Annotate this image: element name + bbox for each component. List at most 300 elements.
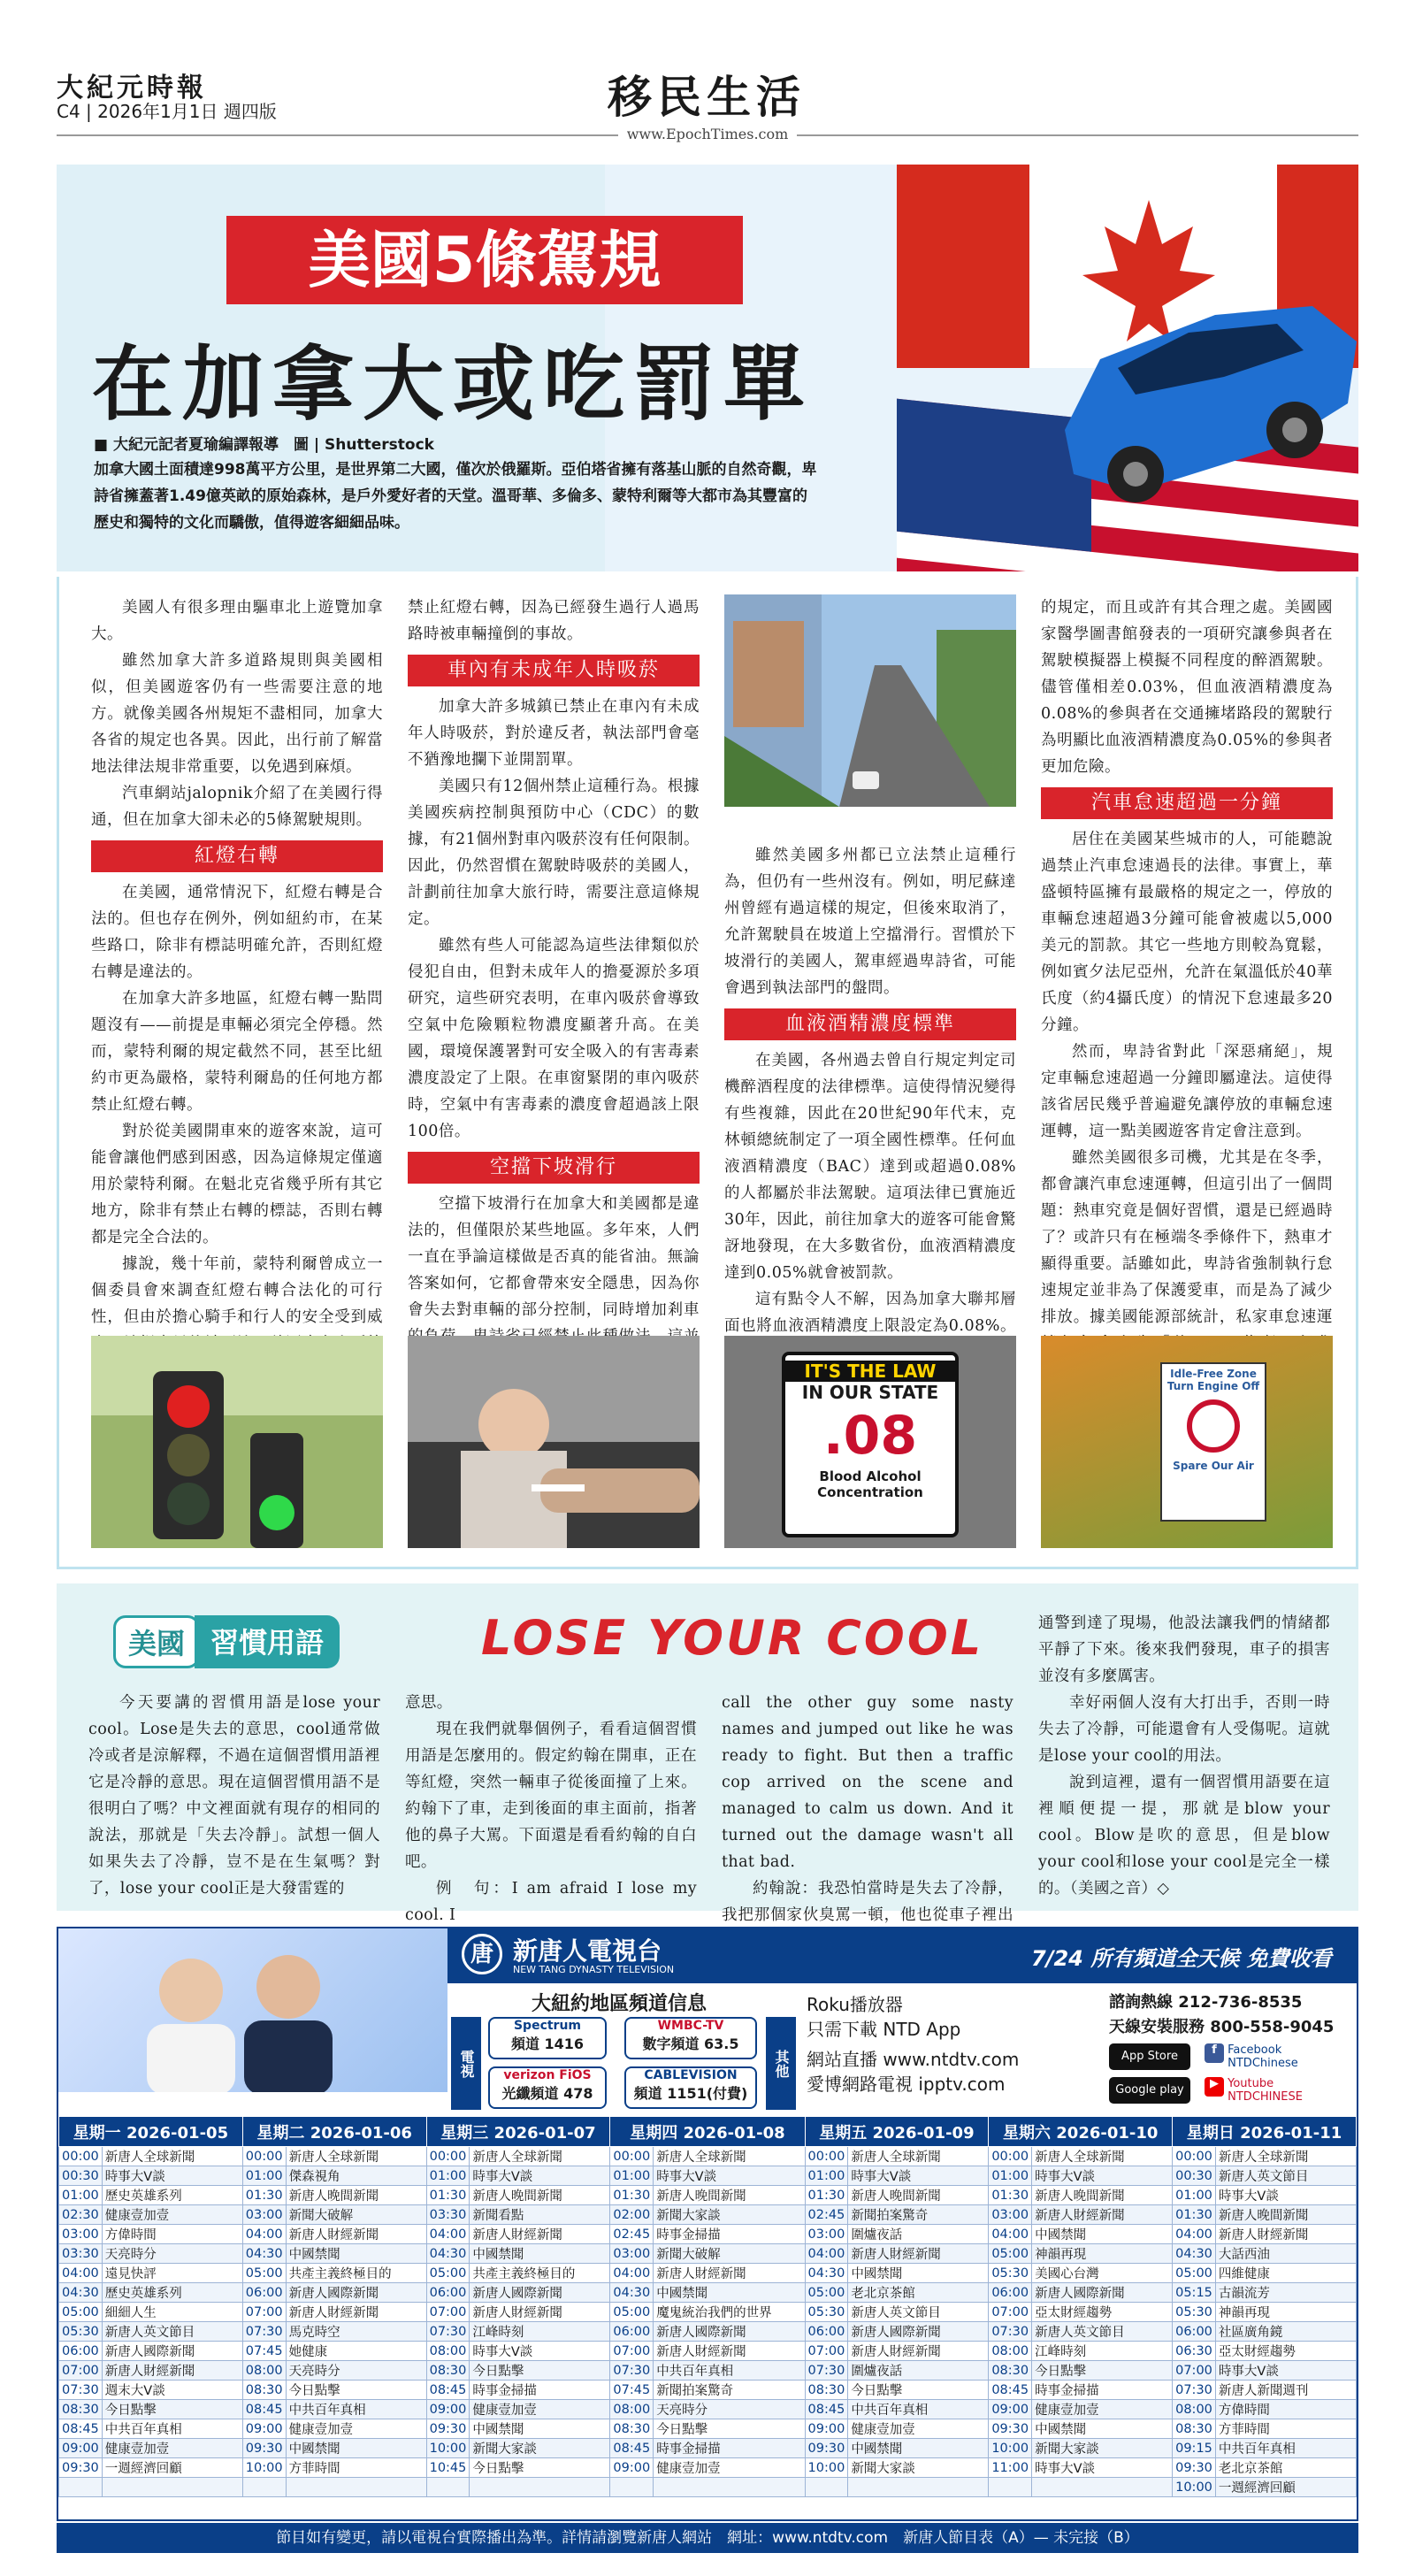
schedule-time: 00:00 (805, 2147, 848, 2166)
article-column-4 (1041, 594, 1333, 1384)
schedule-program: 新唐人國際新聞 (654, 2322, 805, 2342)
paragraph: 在美國，各州過去曾自行規定判定司機醉酒程度的法律標準。這使得情況變得有些複雜，因此在20世紀90年代末，克林頓總統制定了一項全國性標準。任何血液酒精濃度（BAC）達到或超過0.08%的人都屬於非法駕駛。這項法律已實施近30年，因此，前往加拿大的遊客可能會驚訝地發現，在大多數省份，血液酒精濃度達到0.05%就會被罰款。 (724, 1052, 1016, 1282)
schedule-time: 09:00 (242, 2419, 286, 2439)
schedule-program: 新唐人全球新聞 (654, 2147, 805, 2166)
schedule-program: 歷史英雄系列 (102, 2186, 242, 2205)
schedule-program: 中國禁聞 (286, 2244, 426, 2264)
channel-wmbc: WMBC-TV 數字頻道 63.5 (624, 2017, 757, 2059)
schedule-time: 04:00 (610, 2264, 654, 2283)
schedule-day-1: 星期一 2026-01-05 (59, 2117, 243, 2147)
schedule-day-7: 星期日 2026-01-11 (1173, 2117, 1357, 2147)
schedule-program: 古韻流芳 (1215, 2283, 1356, 2303)
schedule-program: 時事金掃描 (654, 2225, 805, 2244)
schedule-time: 06:30 (1173, 2342, 1216, 2361)
paragraph: 意思。 (405, 1694, 453, 1712)
schedule-time: 10:00 (805, 2458, 848, 2478)
schedule-time: 06:00 (805, 2322, 848, 2342)
sign-caption: Blood Alcohol Concentration (817, 1468, 923, 1500)
schedule-program: 中國禁聞 (286, 2439, 426, 2458)
paragraph: 雖然美國很多司機，尤其是在冬季，都會讓汽車怠速運轉，但這引出了一個問題：熱車究竟是個好習慣，還是已經過時了？或許只有在極端冬季條件下，熱車才顯得重要。話雖如此，卑詩省強制執行怠速規定並非為了保護愛車，而是為了減少排放。據美國能源部統計，私家車怠速運 (1041, 1149, 1333, 1326)
schedule-program: 週末大V談 (102, 2380, 242, 2400)
schedule-program: 新聞大破解 (654, 2244, 805, 2264)
schedule-program: 老北京茶館 (848, 2283, 989, 2303)
schedule-time: 07:00 (1173, 2361, 1216, 2380)
schedule-row (59, 2303, 1357, 2322)
paragraph: 幸好兩個人沒有大打出手，否則一時失去了冷靜，可能還會有人受傷呢。這就是lose your cool的用法。 (1038, 1694, 1330, 1765)
schedule-time: 06:00 (610, 2322, 654, 2342)
channel-fios: verizon FiOS 光纖頻道 478 (488, 2066, 607, 2109)
subhead-red-light: 紅燈右轉 (91, 840, 383, 872)
paragraph: 今天要講的習慣用語是lose your cool。Lose是失去的意思，cool通常做冷或者是涼解釋，不過在這個習慣用語裡它是冷靜的意思。現在這個習慣用語不是很明白了嗎？中文裡面就有現存的相同的說法，那就是「失去冷靜」。試想一個人如果失去了冷靜，豈不是在生氣嗎？對了，lose your cool正是大發雷霆的 (88, 1694, 380, 1898)
schedule-time: 02:45 (805, 2205, 848, 2225)
headline-line1: 美國5條駕規 (226, 216, 743, 304)
tv-schedule (58, 2116, 1357, 2497)
schedule-program: 新唐人晚間新聞 (1215, 2205, 1356, 2225)
schedule-time: 07:00 (610, 2342, 654, 2361)
roku-app-line: 只需下載 NTD App (807, 2019, 961, 2040)
schedule-time: 04:30 (610, 2283, 654, 2303)
schedule-program: 新唐人全球新聞 (848, 2147, 989, 2166)
schedule-row (59, 2419, 1357, 2439)
schedule-program: 老北京茶館 (1215, 2458, 1356, 2478)
schedule-time: 04:30 (242, 2244, 286, 2264)
idle-sign-caption: Spare Our Air (1173, 1460, 1254, 1472)
paragraph: 在加拿大許多地區，紅燈右轉一點問題沒有——前提是車輛必須完全停穩。然而，蒙特利爾的規定截然不同，甚至比紐約市更為嚴格，蒙特利爾島的任何地方都禁止紅燈右轉。 (91, 990, 383, 1114)
schedule-time: 04:00 (59, 2264, 103, 2283)
schedule-time: 08:45 (989, 2380, 1032, 2400)
schedule-time: 08:45 (610, 2439, 654, 2458)
channel-spectrum: Spectrum 頻道 1416 (488, 2017, 607, 2059)
schedule-time: 01:00 (989, 2166, 1032, 2186)
schedule-program: 今日點擊 (848, 2380, 989, 2400)
youtube-icon: ▶ (1205, 2077, 1224, 2097)
schedule-time (989, 2478, 1032, 2497)
schedule-row (59, 2380, 1357, 2400)
schedule-program: 今日點擊 (286, 2380, 426, 2400)
schedule-time: 09:00 (426, 2400, 470, 2419)
schedule-time: 09:30 (989, 2419, 1032, 2439)
schedule-program: 四維健康 (1215, 2264, 1356, 2283)
schedule-program: 新唐人財經新聞 (654, 2342, 805, 2361)
schedule-program: 中國禁聞 (654, 2283, 805, 2303)
schedule-program: 圍爐夜話 (848, 2225, 989, 2244)
paragraph: 居住在美國某些城市的人，可能聽說過禁止汽車怠速過長的法律。事實上，華盛頓特區擁有最嚴格的規定之一，停放的車輛怠速超過3分鐘可能會被處以5,000美元的罰款。其它一些地方則較為寬鬆，例如賓夕法尼亞州，允許在氣溫低於40華氏度（約4攝氏度）的情況下怠速最多20分鐘。 (1041, 831, 1333, 1034)
schedule-program: 健康壹加壹 (1032, 2400, 1173, 2419)
schedule-program: 中共百年真相 (848, 2400, 989, 2419)
schedule-program: 新聞大破解 (286, 2205, 426, 2225)
tv-brand-en: NEW TANG DYNASTY TELEVISION (513, 1964, 675, 1975)
schedule-program: 新聞看點 (470, 2205, 610, 2225)
schedule-row (59, 2147, 1357, 2166)
schedule-row (59, 2283, 1357, 2303)
schedule-row (59, 2322, 1357, 2342)
schedule-time: 07:00 (59, 2361, 103, 2380)
schedule-program: 健康壹加壹 (102, 2205, 242, 2225)
schedule-program: 傑森視角 (286, 2166, 426, 2186)
paragraph: 據說，幾十年前，蒙特利爾曾成立一個委員會來調查紅燈右轉合法化的可行性，但由於擔心騎手和行人的安全受到威 (91, 1255, 383, 1326)
paragraph: 美國只有12個州禁止這種行為。根據美國疾病控制與預防中心（CDC）的數據，有21個州對車內吸菸沒有任何限制。因此，仍然習慣在駕駛時吸菸的美國人，計劃前往加拿大旅行時，需要注意這條規定。 (408, 778, 700, 928)
schedule-time: 06:00 (989, 2283, 1032, 2303)
downhill-street-photo (724, 594, 1016, 807)
schedule-program: 健康壹加壹 (470, 2400, 610, 2419)
schedule-time: 10:00 (242, 2458, 286, 2478)
anchors-illustration (58, 1928, 447, 2092)
paragraph: call the other guy some nasty names and jumped out like he was ready to fight. But then a traffic cop arrived on the scene and managed to calm us down. And it turned out the damage wasn't all that bad. (722, 1694, 1013, 1871)
schedule-program: 歷史英雄系列 (102, 2283, 242, 2303)
schedule-time: 05:30 (989, 2264, 1032, 2283)
schedule-program: 新聞拍案驚奇 (654, 2380, 805, 2400)
sign-subheading: IN OUR STATE (801, 1382, 939, 1403)
schedule-program: 新唐人國際新聞 (470, 2283, 610, 2303)
schedule-program: 方偉時間 (102, 2225, 242, 2244)
schedule-program: 時事大V談 (654, 2166, 805, 2186)
schedule-time: 01:00 (426, 2166, 470, 2186)
schedule-program: 中國禁聞 (848, 2439, 989, 2458)
schedule-program: 新聞大家談 (1032, 2439, 1173, 2458)
schedule-time: 05:00 (610, 2303, 654, 2322)
paragraph: 例 句：I am afraid I lose my cool. I (405, 1880, 697, 1924)
schedule-time: 06:00 (242, 2283, 286, 2303)
schedule-program: 天亮時分 (654, 2400, 805, 2419)
schedule-row (59, 2361, 1357, 2380)
schedule-time: 01:30 (610, 2186, 654, 2205)
anchors-photo (58, 1928, 447, 2092)
schedule-time: 10:00 (426, 2439, 470, 2458)
schedule-time: 03:00 (242, 2205, 286, 2225)
schedule-time: 01:30 (989, 2186, 1032, 2205)
article-column-1 (91, 594, 383, 1384)
schedule-time: 09:30 (242, 2439, 286, 2458)
schedule-time: 00:00 (1173, 2147, 1216, 2166)
ipp-line[interactable]: 愛博網路電視 ipptv.com (807, 2074, 1006, 2095)
schedule-program: 新唐人晚間新聞 (286, 2186, 426, 2205)
schedule-program: 新聞拍案驚奇 (848, 2205, 989, 2225)
schedule-program: 方偉時間 (1215, 2400, 1356, 2419)
schedule-time: 04:30 (1173, 2244, 1216, 2264)
schedule-program: 中國禁聞 (470, 2419, 610, 2439)
install-line: 天線安裝服務 800-558-9045 (1109, 2018, 1335, 2036)
schedule-program: 美國心台灣 (1032, 2264, 1173, 2283)
schedule-program: 新唐人全球新聞 (470, 2147, 610, 2166)
schedule-program: 新唐人財經新聞 (1215, 2225, 1356, 2244)
schedule-program: 天亮時分 (102, 2244, 242, 2264)
schedule-program: 新唐人晚間新聞 (470, 2186, 610, 2205)
schedule-time: 04:00 (1173, 2225, 1216, 2244)
schedule-time: 05:30 (59, 2322, 103, 2342)
schedule-time: 02:30 (59, 2205, 103, 2225)
schedule-program: 新唐人國際新聞 (1032, 2283, 1173, 2303)
schedule-program: 新唐人財經新聞 (1032, 2205, 1173, 2225)
sign-heading: IT'S THE LAW (785, 1361, 955, 1382)
schedule-time: 08:00 (1173, 2400, 1216, 2419)
schedule-program (654, 2478, 805, 2497)
schedule-time: 01:30 (426, 2186, 470, 2205)
paragraph: 雖然加拿大許多道路規則與美國相似，但美國遊客仍有一些需要注意的地方。就像美國各州規矩不盡相同，加拿大各省的規定也各異。因此，出行前了解當地法律法規非常重要，以免遇到麻煩。 (91, 652, 383, 776)
idiom-phrase: LOSE YOUR COOL (481, 1610, 984, 1666)
web-line[interactable]: 網站直播 www.ntdtv.com (807, 2049, 1020, 2070)
schedule-day-3: 星期三 2026-01-07 (426, 2117, 610, 2147)
schedule-time: 07:30 (59, 2380, 103, 2400)
section-title: 移民生活 (608, 72, 806, 123)
schedule-program: 新唐人財經新聞 (102, 2361, 242, 2380)
schedule-program: 今日點擊 (470, 2361, 610, 2380)
subhead-idling: 汽車怠速超過一分鐘 (1041, 787, 1333, 819)
schedule-program (470, 2478, 610, 2497)
schedule-program: 神韻再現 (1215, 2303, 1356, 2322)
google-play-button[interactable]: Google play (1109, 2077, 1190, 2104)
schedule-program: 新唐人財經新聞 (470, 2303, 610, 2322)
schedule-program: 江峰時刻 (1032, 2342, 1173, 2361)
schedule-program: 新唐人國際新聞 (848, 2322, 989, 2342)
schedule-time: 07:30 (989, 2322, 1032, 2342)
schedule-time: 08:45 (242, 2400, 286, 2419)
schedule-program: 新唐人英文節目 (102, 2322, 242, 2342)
schedule-program: 健康壹加壹 (848, 2419, 989, 2439)
tv-footer: 節目如有變更，請以電視台實際播出為準。詳情請瀏覽新唐人網站 網址：www.ntdtv.com 新唐人節目表（A）— 未完接（B） (57, 2523, 1358, 2553)
idle-free-sign-photo (1041, 1336, 1333, 1548)
schedule-time: 00:30 (59, 2166, 103, 2186)
schedule-time: 07:30 (1173, 2380, 1216, 2400)
schedule-time: 03:00 (59, 2225, 103, 2244)
paragraph: 對於從美國開車來的遊客來說，這可能會讓他們感到困惑，因為這條規定僅適用於蒙特利爾。在魁北克省幾乎所有其它地方，除非有禁止右轉的標誌，否則右轉都是完全合法的。 (91, 1123, 383, 1246)
bac-sign-photo (724, 1336, 1016, 1548)
schedule-program: 新唐人英文節目 (1032, 2322, 1173, 2342)
site-url[interactable]: www.EpochTimes.com (57, 126, 1358, 142)
schedule-time: 09:00 (59, 2439, 103, 2458)
youtube-link[interactable]: ▶ Youtube NTDCHINESE (1205, 2077, 1355, 2104)
schedule-program: 新唐人新聞週刊 (1215, 2380, 1356, 2400)
schedule-program: 時事大V談 (470, 2342, 610, 2361)
schedule-program: 方菲時間 (1215, 2419, 1356, 2439)
schedule-time: 08:45 (426, 2380, 470, 2400)
schedule-time (805, 2478, 848, 2497)
schedule-program: 共產主義終極目的 (286, 2264, 426, 2283)
schedule-time: 09:00 (805, 2419, 848, 2439)
paragraph: 現在我們就舉個例子，看看這個習慣用語是怎麼用的。假定約翰在開車，正在等紅燈，突然一輛車子從後面撞了上來。約翰下了車，走到後面的車主面前，指著他的鼻子大罵。下面還是看看約翰的自白吧。 (405, 1721, 697, 1871)
schedule-program: 今日點擊 (1032, 2361, 1173, 2380)
paragraph: 禁止紅燈右轉，因為已經發生過行人過馬路時被車輛撞倒的事故。 (408, 599, 700, 643)
schedule-program: 健康壹加壹 (286, 2419, 426, 2439)
schedule-program: 魔鬼統治我們的世界 (654, 2303, 805, 2322)
facebook-icon: f (1205, 2043, 1224, 2063)
schedule-time (59, 2478, 103, 2497)
schedule-program: 中國禁聞 (1032, 2419, 1173, 2439)
schedule-time: 07:30 (610, 2361, 654, 2380)
schedule-program: 時事大V談 (1215, 2186, 1356, 2205)
schedule-day-4: 星期四 2026-01-08 (610, 2117, 805, 2147)
schedule-program: 時事大V談 (1215, 2361, 1356, 2380)
schedule-program: 馬克時空 (286, 2322, 426, 2342)
paragraph: 約翰說：我恐怕當時是失去了冷靜，我把那個家伙臭罵一頓，他也從車子裡出 (722, 1880, 1013, 1924)
schedule-program: 圍爐夜話 (848, 2361, 989, 2380)
sign-bac-value: .08 (822, 1405, 918, 1467)
schedule-days-row (59, 2117, 1357, 2147)
schedule-program: 神韻再現 (1032, 2244, 1173, 2264)
schedule-program: 新唐人財經新聞 (654, 2264, 805, 2283)
schedule-time: 08:00 (989, 2342, 1032, 2361)
app-store-button[interactable]: App Store (1109, 2043, 1190, 2070)
schedule-program: 新聞大家談 (654, 2205, 805, 2225)
schedule-time: 01:00 (1173, 2186, 1216, 2205)
idiom-column-1 (88, 1690, 380, 1902)
schedule-time: 00:00 (610, 2147, 654, 2166)
schedule-time: 08:00 (610, 2400, 654, 2419)
schedule-time: 05:00 (426, 2264, 470, 2283)
traffic-light-photo (91, 1336, 383, 1548)
schedule-program: 方菲時間 (286, 2458, 426, 2478)
schedule-time: 04:30 (426, 2244, 470, 2264)
schedule-program: 時事大V談 (102, 2166, 242, 2186)
schedule-program: 大話西油 (1215, 2244, 1356, 2264)
schedule-time: 00:00 (426, 2147, 470, 2166)
schedule-program: 新唐人全球新聞 (102, 2147, 242, 2166)
paragraph: 美國人有很多理由驅車北上遊覽加拿大。 (91, 599, 383, 643)
schedule-program: 健康壹加壹 (102, 2439, 242, 2458)
schedule-program: 新唐人財經新聞 (286, 2303, 426, 2322)
schedule-program: 時事大V談 (470, 2166, 610, 2186)
idiom-column-3 (722, 1690, 1013, 1955)
idiom-tag-title: 習慣用語 (195, 1615, 340, 1668)
schedule-program: 新唐人財經新聞 (286, 2225, 426, 2244)
schedule-time: 08:30 (59, 2400, 103, 2419)
schedule-time (426, 2478, 470, 2497)
headline-block (57, 165, 1358, 571)
schedule-time: 01:30 (1173, 2205, 1216, 2225)
schedule-time: 05:00 (1173, 2264, 1216, 2283)
schedule-program: 細細人生 (102, 2303, 242, 2322)
schedule-time: 04:00 (805, 2244, 848, 2264)
lede-paragraph: 加拿大國土面積達998萬平方公里，是世界第二大國，僅次於俄羅斯。亞伯塔省擁有落基山脈的自然奇觀，卑詩省擁蓋著1.49億英畝的原始森林，是戶外愛好者的天堂。溫哥華、多倫多、蒙特利爾等大都市為其豐富的歷史和獨特的文化而驕傲，值得遊客細細品味。 (94, 461, 817, 532)
idle-sign-title: Idle-Free Zone Turn Engine Off (1166, 1368, 1260, 1392)
schedule-row (59, 2458, 1357, 2478)
smoking-in-car-photo (408, 1336, 700, 1548)
schedule-time: 01:30 (242, 2186, 286, 2205)
paragraph: 然而，卑詩省對此「深惡痛絕」，規定車輛怠速超過一分鐘即屬違法。這使得該省居民幾乎普遍避免讓停放的車輛怠速運轉，這一點美國遊客肯定會注意到。 (1041, 1043, 1333, 1140)
paragraph: 在美國，通常情況下，紅燈右轉是合法的。但也存在例外，例如紐約市，在某些路口，除非有標誌明確允許，否則紅燈右轉是違法的。 (91, 884, 383, 981)
schedule-time: 07:30 (805, 2361, 848, 2380)
masthead (57, 57, 1358, 154)
schedule-program: 中國禁聞 (1032, 2225, 1173, 2244)
schedule-time: 08:30 (610, 2419, 654, 2439)
other-label: 其他 (766, 2017, 796, 2110)
schedule-program: 新聞大家談 (848, 2458, 989, 2478)
schedule-time: 02:45 (610, 2225, 654, 2244)
schedule-time: 03:30 (59, 2244, 103, 2264)
schedule-program: 中共百年真相 (654, 2361, 805, 2380)
idiom-column-4 (1038, 1610, 1330, 1902)
hotline: 諮詢熱線 212-736-8535 (1109, 1993, 1303, 2012)
schedule-time: 09:15 (1173, 2439, 1216, 2458)
facebook-link[interactable]: f Facebook NTDChinese (1205, 2043, 1355, 2070)
schedule-time: 08:45 (805, 2400, 848, 2419)
schedule-row (59, 2186, 1357, 2205)
schedule-program: 新唐人國際新聞 (102, 2342, 242, 2361)
tv-contact (1109, 1990, 1334, 2040)
schedule-time: 00:00 (242, 2147, 286, 2166)
paragraph: 加拿大許多城鎮已禁止在車內有未成年人時吸菸，對於違反者，執法部門會毫不猶豫地攔下並開罰單。 (408, 698, 700, 769)
paragraph: 通警到達了現場，他設法讓我們的情緒都平靜了下來。後來我們發現，車子的損害並沒有多麼厲害。 (1038, 1614, 1330, 1685)
schedule-program: 新唐人全球新聞 (286, 2147, 426, 2166)
schedule-row (59, 2478, 1357, 2497)
paragraph: 的規定，而且或許有其合理之處。美國國家醫學圖書館發表的一項研究讓參與者在駕駛模擬器上模擬不同程度的醉酒駕駛。儘管僅相差0.03%，但血液酒精濃度為0.08%的參與者在交通擁堵路段的駕駛行為明顯比血液酒精濃度為0.05%的參與者更加危險。 (1041, 599, 1333, 776)
schedule-program: 今日點擊 (470, 2458, 610, 2478)
schedule-time: 07:45 (610, 2380, 654, 2400)
schedule-program: 社區廣角鏡 (1215, 2322, 1356, 2342)
schedule-program: 新唐人晚間新聞 (654, 2186, 805, 2205)
schedule-program: 時事大V談 (1032, 2458, 1173, 2478)
subhead-smoking: 車內有未成年人時吸菸 (408, 655, 700, 686)
page-line: C4 | 2026年1月1日 週四版 (57, 101, 277, 122)
schedule-program: 時事大V談 (1032, 2166, 1173, 2186)
schedule-program: 天亮時分 (286, 2361, 426, 2380)
schedule-time: 05:00 (805, 2283, 848, 2303)
schedule-time: 07:45 (242, 2342, 286, 2361)
paragraph: 說到這裡，還有一個習慣用語要在這裡順便提一提，那就是blow your cool。Blow是吹的意思，但是blow your cool和lose your cool是完全一樣的。（美國之音）◇ (1038, 1774, 1330, 1898)
schedule-program: 新唐人財經新聞 (848, 2244, 989, 2264)
schedule-time: 09:30 (426, 2419, 470, 2439)
schedule-time: 08:30 (426, 2361, 470, 2380)
schedule-program: 中國禁聞 (470, 2244, 610, 2264)
ntd-tv-ad (57, 1927, 1358, 2521)
schedule-time: 08:45 (59, 2419, 103, 2439)
schedule-time: 03:30 (426, 2205, 470, 2225)
schedule-program: 新聞大家談 (470, 2439, 610, 2458)
schedule-program: 中共百年真相 (1215, 2439, 1356, 2458)
schedule-row (59, 2342, 1357, 2361)
schedule-time: 03:00 (805, 2225, 848, 2244)
schedule-program (1032, 2478, 1173, 2497)
schedule-program: 新唐人財經新聞 (848, 2342, 989, 2361)
schedule-program: 中國禁聞 (848, 2264, 989, 2283)
schedule-row (59, 2439, 1357, 2458)
region-title: 大紐約地區頻道信息 (532, 1993, 708, 2015)
paragraph: 雖然有些人可能認為這些法律類似於侵犯自由，但對未成年人的擔憂源於多項研究，這些研究表明，在車內吸菸會導致空氣中危險顆粒物濃度顯著升高。在美國，環境保護署對可安全吸入的有害毒素濃度設定了上限。在車窗緊閉的車內吸菸時，空氣中有害毒素的濃度會超過該上限100倍。 (408, 937, 700, 1140)
tv-header-bar (447, 1928, 1358, 1983)
schedule-program: 新唐人晚間新聞 (1032, 2186, 1173, 2205)
schedule-program: 時事金掃描 (1032, 2380, 1173, 2400)
schedule-table (58, 2116, 1357, 2497)
schedule-time: 09:00 (610, 2458, 654, 2478)
article-body (57, 577, 1358, 1569)
schedule-time: 07:30 (242, 2322, 286, 2342)
byline: ■ 大紀元記者夏瑜編譯報導 圖 | Shutterstock (94, 436, 434, 454)
article-column-3 (724, 842, 1016, 1366)
schedule-time: 03:00 (610, 2244, 654, 2264)
schedule-time: 10:45 (426, 2458, 470, 2478)
schedule-time: 00:30 (1173, 2166, 1216, 2186)
schedule-program: 時事金掃描 (654, 2439, 805, 2458)
schedule-row (59, 2244, 1357, 2264)
schedule-time: 07:00 (426, 2303, 470, 2322)
schedule-program (286, 2478, 426, 2497)
schedule-time: 09:00 (989, 2400, 1032, 2419)
schedule-time: 01:00 (610, 2166, 654, 2186)
schedule-time: 01:00 (59, 2186, 103, 2205)
schedule-time: 09:30 (1173, 2458, 1216, 2478)
newspaper-logo: 大紀元時報 (57, 73, 207, 104)
schedule-time: 10:00 (989, 2439, 1032, 2458)
schedule-time: 05:30 (805, 2303, 848, 2322)
schedule-time: 08:30 (242, 2380, 286, 2400)
schedule-program: 亞太財經趨勢 (1032, 2303, 1173, 2322)
schedule-row (59, 2264, 1357, 2283)
schedule-row (59, 2166, 1357, 2186)
schedule-program: 遠見快評 (102, 2264, 242, 2283)
schedule-time: 05:00 (242, 2264, 286, 2283)
schedule-time: 05:15 (1173, 2283, 1216, 2303)
tv-brand: 新唐人電視台 (513, 1936, 662, 1966)
schedule-time (610, 2478, 654, 2497)
